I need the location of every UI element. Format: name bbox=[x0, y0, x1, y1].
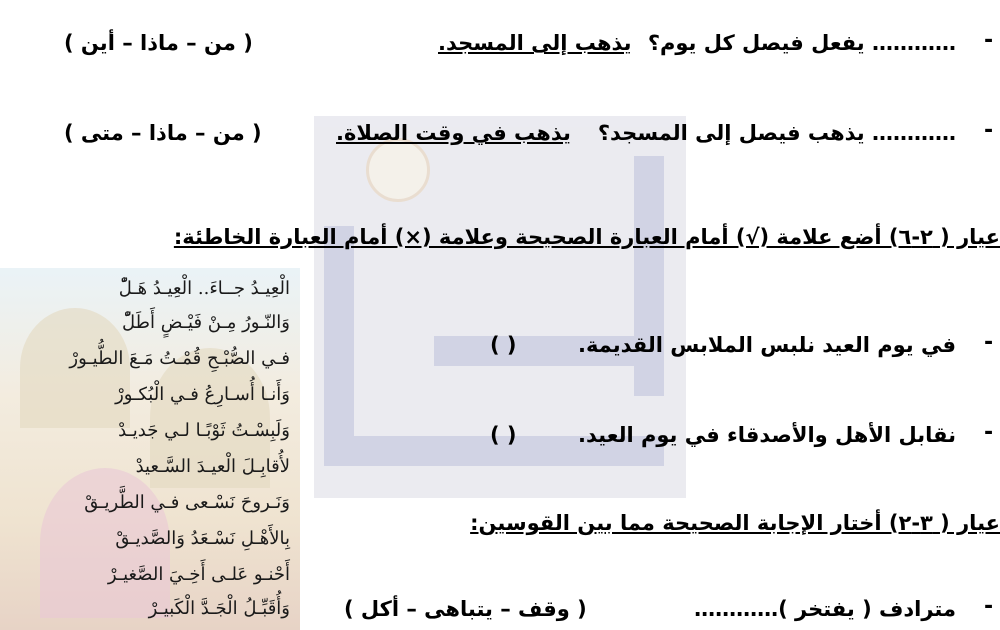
poem-illustration bbox=[0, 268, 300, 630]
bullet-dash: - bbox=[984, 594, 994, 619]
question-choices: ( من – ماذا – أين ) bbox=[64, 31, 253, 55]
poem-line: وَأُقَبِّـلُ الْجَـدَّ الْكَبيـرْ bbox=[148, 598, 290, 619]
poem-line: أَحْنـو عَلـى أَخِـيَ الصَّغيـرْ bbox=[107, 564, 290, 585]
bullet-dash: - bbox=[984, 420, 994, 445]
poem-line: الْعِيـدُ جــاءَ.. الْعِيـدُ هَـلّْ bbox=[118, 278, 290, 299]
poem-line: بِالأَهْـلِ نَسْـعَدُ وَالصَّديـقْ bbox=[115, 528, 290, 549]
bullet-dash: - bbox=[984, 28, 994, 53]
watermark-bar bbox=[634, 156, 664, 396]
section-heading: عيار ( ٢-٦) أضع علامة (√) أمام العبارة الصحيحة وعلامة (×) أمام العبارة الخاطئة: bbox=[173, 225, 1000, 249]
answer-parentheses[interactable]: ( ) bbox=[490, 333, 517, 357]
bullet-dash: - bbox=[984, 118, 994, 143]
question-answer: يذهب في وقت الصلاة. bbox=[336, 121, 571, 145]
watermark-bar bbox=[324, 226, 354, 466]
mc-choices: ( وقف – يتباهى – أكل ) bbox=[344, 597, 587, 621]
poem-line: وَالنّـورُ مِـنْ فَيْـضٍ أَطَلّْ bbox=[122, 312, 290, 333]
poem-line: وَلَبِسْـتُ ثَوْبًـا لـي جَديـدْ bbox=[118, 420, 290, 441]
poem-line: وَنَـروحَ نَسْـعى فـي الطَّريـقْ bbox=[84, 492, 290, 513]
question-text: ………… يفعل فيصل كل يوم؟ bbox=[647, 31, 956, 55]
bullet-dash: - bbox=[984, 330, 994, 355]
poem-line: لأُقابِـلَ الْعيـدَ السَّـعيدْ bbox=[135, 456, 290, 477]
question-choices: ( من – ماذا – متى ) bbox=[64, 121, 262, 145]
tf-statement: نقابل الأهل والأصدقاء في يوم العيد. bbox=[578, 423, 956, 447]
question-text: ………… يذهب فيصل إلى المسجد؟ bbox=[597, 121, 956, 145]
poem-line: وَأَنـا أُسـارِعُ فـي الْبُكـورْ bbox=[115, 384, 290, 405]
question-answer: يذهب إلى المسجد. bbox=[438, 31, 632, 55]
tf-statement: في يوم العيد نلبس الملابس القديمة. bbox=[577, 333, 956, 357]
section-heading: عيار ( ٣-٢) أختار الإجابة الصحيحة مما بين القوسين: bbox=[470, 511, 1000, 535]
answer-parentheses[interactable]: ( ) bbox=[490, 423, 517, 447]
poem-line: فـي الصُّبْـحِ قُمْـتُ مَـعَ الطُّيـورْ bbox=[69, 348, 290, 369]
mc-question: مترادف ( يفتخر )………… bbox=[694, 597, 956, 621]
